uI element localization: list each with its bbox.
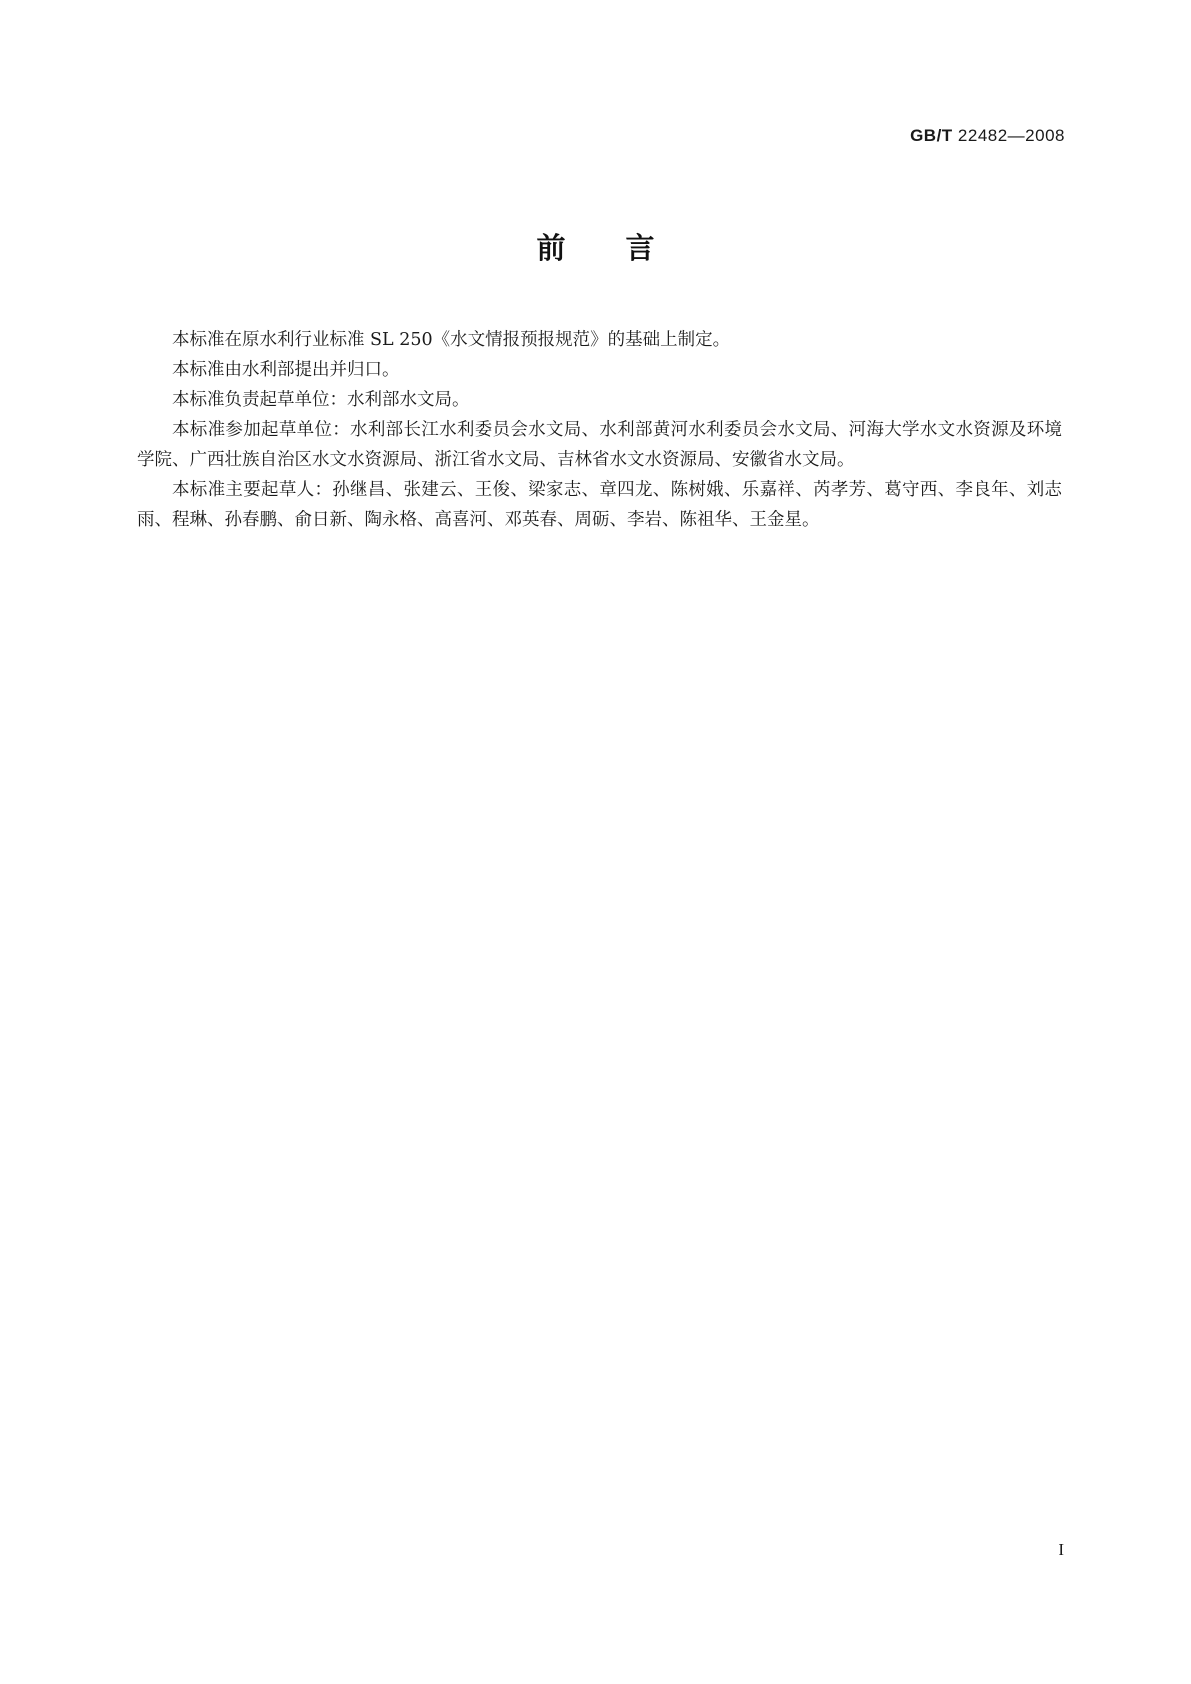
page-number: I [1058,1540,1064,1559]
paragraph-participating-units: 本标准参加起草单位：水利部长江水利委员会水文局、水利部黄河水利委员会水文局、河海大学水文水资源及环境学院、广西壮族自治区水文水资源局、浙江省水文局、吉林省水文水资源局、安徽省水文局。 [137,420,1062,470]
standard-number: 22482—2008 [957,126,1065,145]
paragraph-main-drafters: 本标准主要起草人：孙继昌、张建云、王俊、梁家志、章四龙、陈树娥、乐嘉祥、芮孝芳、葛守西、李良年、刘志雨、程琳、孙春鹏、俞日新、陶永格、高喜河、邓英春、周砺、李岩、陈祖华、王金星。 [137,480,1062,530]
standard-code [910,126,1065,146]
standard-prefix: GB/T [910,126,953,145]
paragraph-basis: 本标准在原水利行业标准 SL 250《水文情报预报规范》的基础上制定。 [172,330,731,350]
page-title: 前言 [536,231,715,265]
preface-body [137,325,1062,535]
paragraph-proposer: 本标准由水利部提出并归口。 [172,360,400,380]
paragraph-responsible-unit: 本标准负责起草单位：水利部水文局。 [172,390,470,410]
